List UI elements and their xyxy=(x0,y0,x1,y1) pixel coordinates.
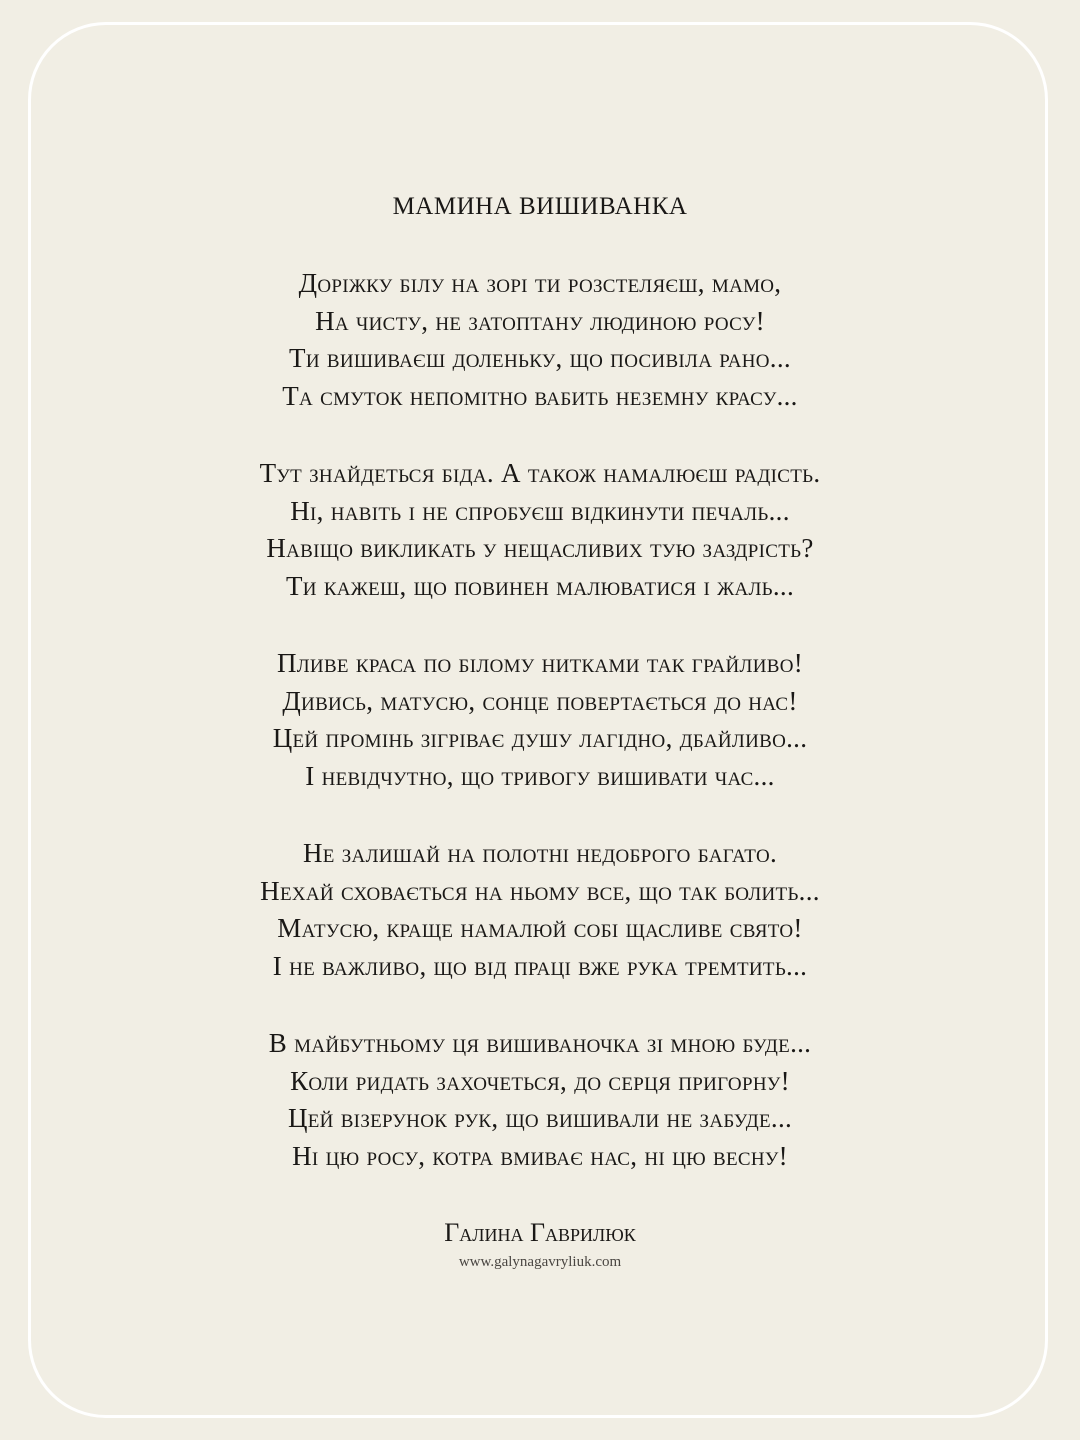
poem-line: Матусю, краще намалюй собі щасливе свято! xyxy=(277,913,803,943)
author-name: Галина Гаврилюк xyxy=(444,1218,636,1247)
poem-line: Навіщо викликать у нещасливих тую заздрість? xyxy=(266,533,814,563)
stanza-2 xyxy=(0,455,1080,605)
poem-line: На чисту, не затоптану людиною росу! xyxy=(315,305,765,336)
poem-line: І невідчутно, що тривогу вишивати час... xyxy=(305,760,775,791)
poem-line: Та смуток непомітно вабить неземну красу... xyxy=(282,380,798,411)
poem-line: Ти вишиваєш доленьку, що посивіла рано... xyxy=(289,343,791,373)
author-website[interactable]: www.galynagavryliuk.com xyxy=(458,1254,622,1270)
poem-line: І не важливо, що від праці вже рука тремтить... xyxy=(272,950,808,981)
poem-line: Ти кажеш, що повинен малюватися і жаль... xyxy=(285,570,795,601)
poem-line: Ні, навіть і не спробуєш відкинути печаль... xyxy=(290,495,790,526)
poem-line: Дивись, матусю, сонце повертається до нас! xyxy=(282,685,798,716)
poem-line: Коли ридать захочеться, до серця пригорну! xyxy=(290,1065,790,1096)
poem-line: Цей промінь зігріває душу лагідно, дбайливо... xyxy=(272,723,808,753)
poem-line: Пливе краса по білому нитками так грайливо! xyxy=(276,648,804,678)
poem-line: Тут знайдеться біда. А також намалюєш радість. xyxy=(259,458,821,488)
stanza-5 xyxy=(0,1025,1080,1175)
poem-line: Не залишай на полотні недоброго багато. xyxy=(302,838,778,868)
stanza-1 xyxy=(0,265,1080,415)
poem-line: Цей візерунок рук, що вишивали не забуде... xyxy=(287,1103,793,1133)
stanza-3 xyxy=(0,645,1080,795)
poem-line: Нехай сховається на ньому все, що так болить... xyxy=(260,875,820,906)
poem-line: Ні цю росу, котра вмиває нас, ні цю весну! xyxy=(292,1140,788,1171)
stanza-4 xyxy=(0,835,1080,985)
poem-title: МАМИНА ВИШИВАНКА xyxy=(392,193,688,220)
poem-line: Доріжку білу на зорі ти розстеляєш, мамо, xyxy=(298,268,782,298)
poem-body xyxy=(0,265,1080,1215)
poem-line: В майбутньому ця вишиваночка зі мною буде... xyxy=(268,1028,812,1058)
